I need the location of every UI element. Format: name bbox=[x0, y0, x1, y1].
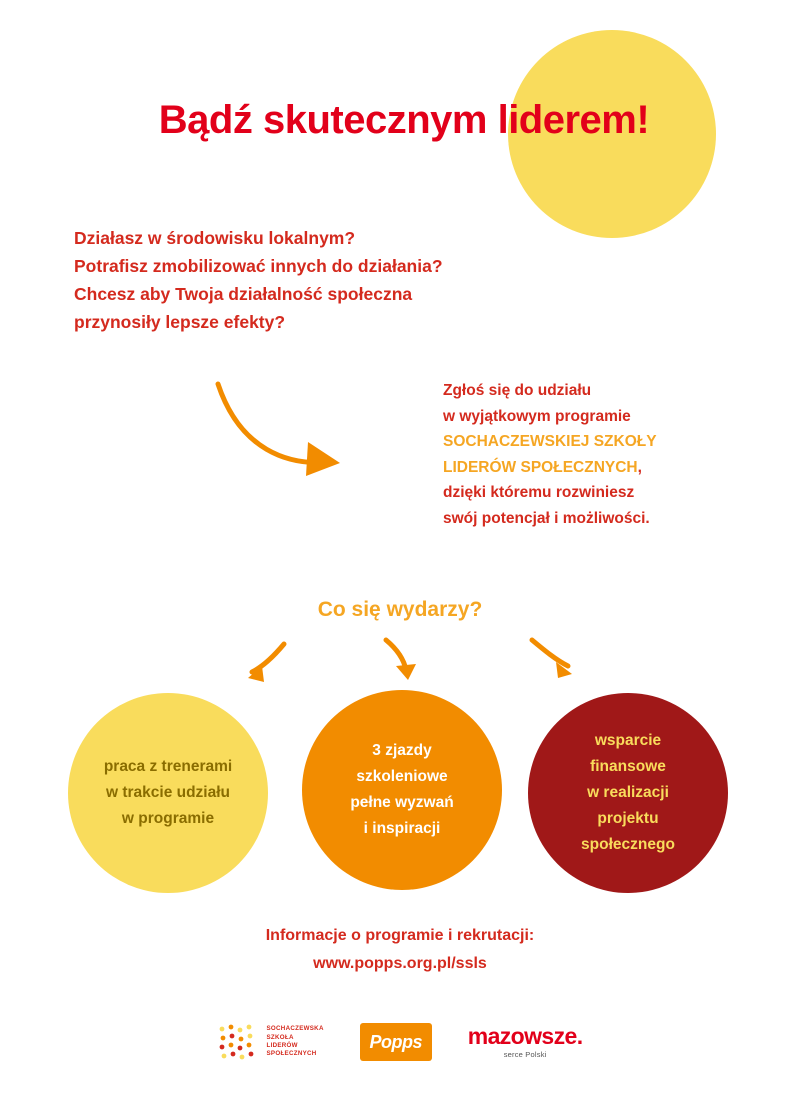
invite-comma: , bbox=[637, 458, 642, 476]
benefit-1-line-2: w trakcie udziału bbox=[105, 784, 231, 801]
logo-row bbox=[0, 1012, 800, 1072]
contact-info bbox=[0, 922, 800, 978]
invite-highlight-2: LIDERÓW SPOŁECZNYCH bbox=[443, 458, 638, 476]
invitation-text bbox=[443, 378, 743, 531]
dot-grid-icon bbox=[218, 1024, 260, 1060]
benefit-2-line-1: 3 zjazdy bbox=[372, 742, 432, 759]
benefit-1-line-3: w programie bbox=[121, 810, 215, 827]
small-arrows-group bbox=[0, 636, 800, 686]
benefit-3-line-3: w realizacji bbox=[587, 784, 669, 801]
arrow-down-icon bbox=[378, 636, 422, 682]
info-website[interactable]: www.popps.org.pl/ssls bbox=[313, 955, 487, 972]
benefit-circle-1 bbox=[68, 693, 268, 893]
logo-mazowsze bbox=[468, 1025, 583, 1059]
logo-ssls bbox=[218, 1024, 324, 1060]
invite-line-4: swój potencjał i możliwości. bbox=[443, 509, 650, 527]
invite-line-3: dzięki któremu rozwiniesz bbox=[443, 484, 635, 501]
invite-highlight-1: SOCHACZEWSKIEJ SZKOŁY bbox=[443, 433, 657, 450]
question-line-4: przynosiły lepsze efekty? bbox=[74, 312, 286, 332]
arrow-left-icon bbox=[240, 640, 290, 684]
logo-ssls-text bbox=[267, 1025, 324, 1059]
invite-line-1: Zgłoś się do udziału bbox=[443, 382, 592, 399]
benefit-circle-3 bbox=[528, 693, 728, 893]
ssls-line-3: LIDERÓW bbox=[266, 1042, 298, 1049]
section-heading: Co się wydarzy? bbox=[317, 598, 483, 621]
benefit-3-line-2: finansowe bbox=[590, 758, 666, 775]
benefit-circle-2 bbox=[302, 690, 502, 890]
benefit-3-line-1: wsparcie bbox=[594, 732, 662, 749]
benefit-1-line-1: praca z trenerami bbox=[103, 758, 233, 775]
ssls-line-1: SOCHACZEWSKA bbox=[266, 1025, 324, 1033]
curved-arrow-icon bbox=[210, 378, 370, 478]
benefit-2-line-2: szkoleniowe bbox=[356, 768, 448, 785]
page-title: Bądź skutecznym liderem! bbox=[158, 98, 650, 142]
benefit-3-line-5: społecznego bbox=[581, 836, 675, 853]
mazowsze-wordmark: mazowsze. bbox=[467, 1023, 583, 1050]
question-line-2: Potrafisz zmobilizować innych do działania? bbox=[74, 256, 443, 276]
logo-popps: Popps bbox=[360, 1023, 432, 1061]
benefit-3-line-4: projektu bbox=[597, 810, 659, 827]
invite-line-2: w wyjątkowym programie bbox=[443, 407, 631, 425]
ssls-line-4: SPOŁECZNYCH bbox=[266, 1050, 317, 1058]
benefit-circles bbox=[0, 690, 800, 900]
question-line-3: Chcesz aby Twoja działalność społeczna bbox=[74, 284, 413, 304]
benefit-2-line-4: i inspiracji bbox=[363, 820, 441, 837]
benefit-2-line-3: pełne wyzwań bbox=[350, 794, 454, 811]
mazowsze-tagline: serce Polski bbox=[503, 1050, 547, 1060]
ssls-line-2: SZKOŁA bbox=[266, 1033, 294, 1041]
arrow-right-icon bbox=[528, 636, 578, 680]
info-label: Informacje o programie i rekrutacji: bbox=[265, 927, 535, 944]
question-line-1: Działasz w środowisku lokalnym? bbox=[74, 228, 356, 248]
question-list bbox=[74, 224, 443, 336]
